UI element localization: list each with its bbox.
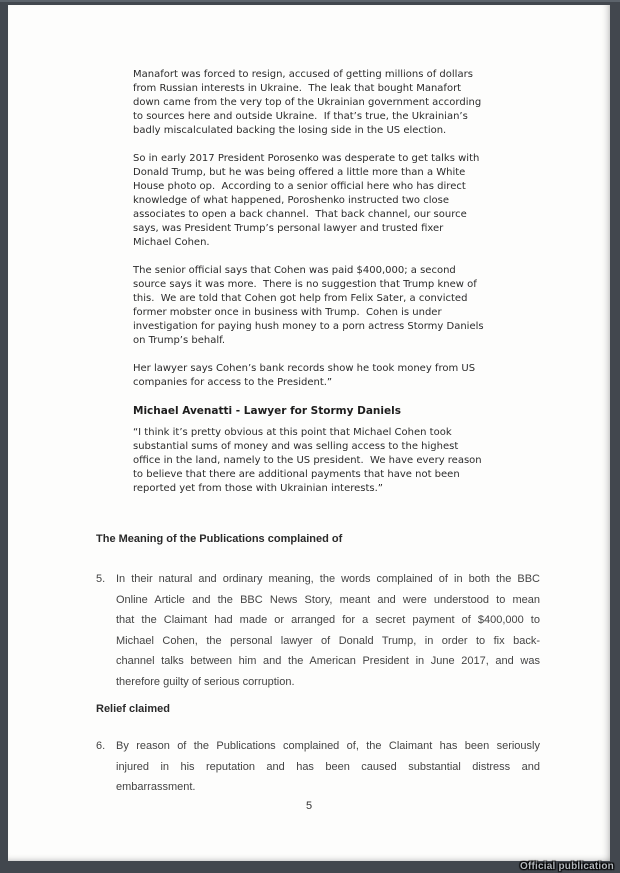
numbered-paragraph-5	[96, 569, 540, 692]
text-line: substantial sums of money and was selling access to the highest	[133, 441, 459, 452]
paragraph-text	[116, 736, 540, 798]
quoted-transcript-block	[133, 68, 553, 510]
paragraph-text	[116, 569, 540, 692]
text-line: office in the land, namely to the US president. We have every reason	[133, 455, 482, 466]
text-line: associates to open a back channel. That back channel, our source	[133, 209, 467, 220]
text-line: embarrassment.	[116, 781, 196, 793]
numbered-paragraph-6	[96, 736, 540, 798]
text-line: badly miscalculated backing the losing side in the US election.	[133, 125, 447, 136]
text-line: “I think it’s pretty obvious at this point that Michael Cohen took	[133, 427, 452, 438]
page-number: 5	[305, 800, 313, 812]
text-line: Manafort was forced to resign, accused of getting millions of dollars	[133, 69, 473, 80]
transcript-quote-paragraph	[133, 426, 553, 496]
text-line: Online Article and the BBC News Story, meant and were understood to mean	[116, 593, 540, 606]
transcript-paragraph	[133, 264, 553, 348]
text-line: investigation for paying hush money to a porn actress Stormy Daniels	[133, 321, 484, 332]
document-page	[8, 5, 610, 861]
section-heading-relief: Relief claimed	[96, 703, 170, 715]
text-line: source says it was more. There is no suggestion that Trump knew of	[133, 279, 477, 290]
transcript-paragraph	[133, 68, 553, 138]
speaker-heading: Michael Avenatti - Lawyer for Stormy Daniels	[133, 405, 401, 417]
watermark-label: Official publication	[519, 861, 614, 872]
text-line: The senior official says that Cohen was paid $400,000; a second	[133, 265, 456, 276]
text-line: In their natural and ordinary meaning, the words complained of in both the BBC	[116, 573, 540, 585]
paragraph-number: 6.	[96, 740, 106, 752]
text-line: that the Claimant had made or arranged for a secret payment of $400,000 to	[116, 614, 540, 626]
text-line: therefore guilty of serious corruption.	[116, 675, 295, 688]
text-line: By reason of the Publications complained of, the Claimant has been seriously	[116, 740, 540, 752]
text-line: House photo op. According to a senior official here who has direct	[133, 181, 466, 192]
text-line: from Russian interests in Ukraine. The leak that bought Manafort	[133, 83, 462, 94]
text-line: Donald Trump, but he was being offered a little more than a White	[133, 167, 466, 178]
text-line: this. We are told that Cohen got help from Felix Sater, a convicted	[133, 293, 468, 304]
text-line: to believe that there are additional payments that have not been	[133, 469, 460, 480]
text-line: says, was President Trump’s personal lawyer and trusted fixer	[133, 223, 444, 234]
text-line: Michael Cohen.	[133, 237, 210, 248]
text-line: channel talks between him and the American President in June 2017, and was	[116, 655, 540, 667]
text-line: knowledge of what happened, Poroshenko instructed two close	[133, 195, 449, 206]
text-line: companies for access to the President.”	[133, 377, 333, 388]
text-line: to sources here and outside Ukraine. If that’s true, the Ukrainian’s	[133, 111, 468, 122]
transcript-paragraph	[133, 362, 553, 390]
text-line: Michael Cohen, the personal lawyer of Donald Trump, in order to fix back-	[116, 634, 540, 647]
text-line: down came from the very top of the Ukrainian government according	[133, 97, 482, 108]
text-line: reported yet from those with Ukrainian interests.”	[133, 483, 383, 494]
text-line: So in early 2017 President Porosenko was desperate to get talks with	[133, 153, 480, 164]
transcript-paragraph	[133, 152, 553, 250]
paragraph-number: 5.	[96, 573, 106, 585]
section-heading-meaning: The Meaning of the Publications complained of	[96, 533, 343, 545]
text-line: on Trump’s behalf.	[133, 335, 226, 346]
text-line: former mobster once in business with Trump. Cohen is under	[133, 307, 442, 318]
text-line: injured in his reputation and has been caused substantial distress and	[116, 760, 540, 773]
text-line: Her lawyer says Cohen’s bank records show he took money from US	[133, 363, 476, 374]
